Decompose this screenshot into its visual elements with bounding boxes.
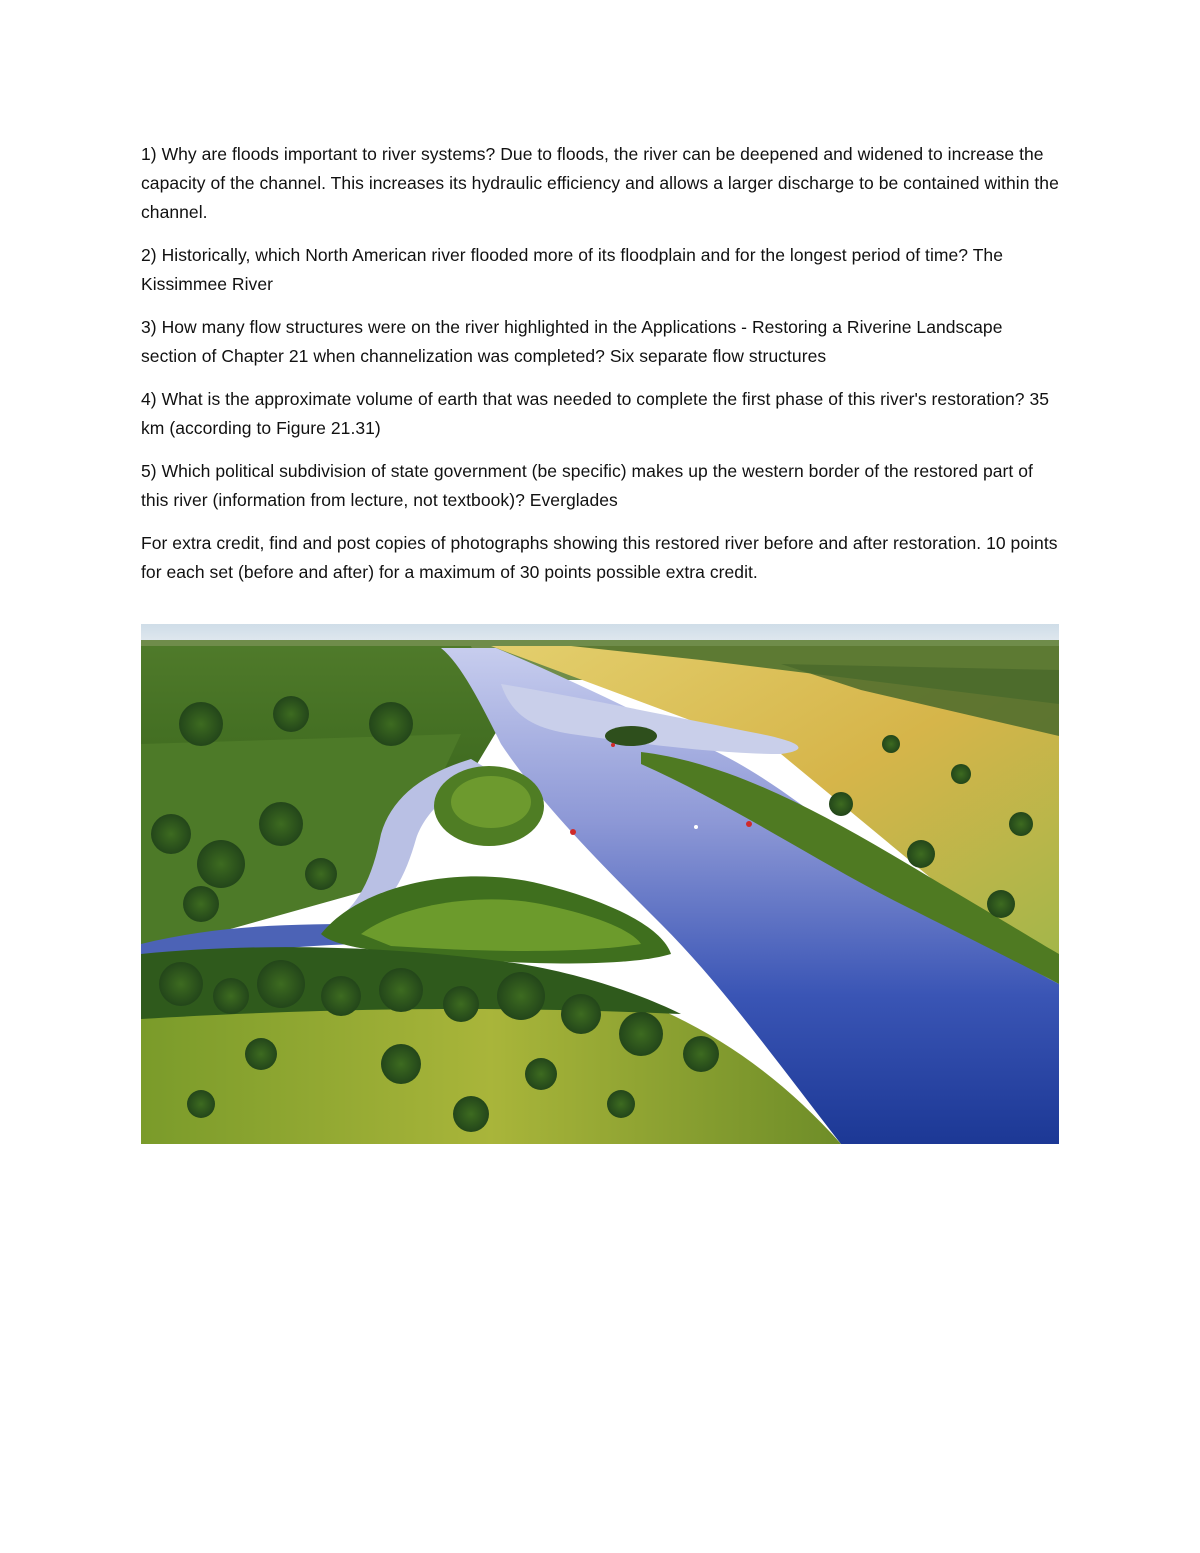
extra-credit-paragraph: For extra credit, find and post copies of photographs showing this restored river before and after restoration. 10 points for each set (before and after) for a maximum of 30 points possible extra credit. [141, 533, 1058, 582]
question-5-paragraph: 5) Which political subdivision of state government (be specific) makes up the western border of the restored part of this river (information from lecture, not textbook)? Everglades [141, 461, 1033, 510]
river-aerial-photo [141, 624, 1059, 1144]
question-2-paragraph: 2) Historically, which North American river flooded more of its floodplain and for the longest period of time? The Kissimmee River [141, 245, 1003, 294]
question-1-paragraph: 1) Why are floods important to river systems? Due to floods, the river can be deepened and widened to increase the capacity of the channel. This increases its hydraulic efficiency and allows a larger discharge to be contained within the channel. [141, 144, 1059, 222]
document-body [141, 140, 1061, 601]
question-4-paragraph: 4) What is the approximate volume of earth that was needed to complete the first phase of this river's restoration? 35 km (according to Figure 21.31) [141, 389, 1050, 438]
question-3-paragraph: 3) How many flow structures were on the river highlighted in the Applications - Restoring a Riverine Landscape section of Chapter 21 when channelization was completed? Six separate flow structures [141, 317, 1003, 366]
